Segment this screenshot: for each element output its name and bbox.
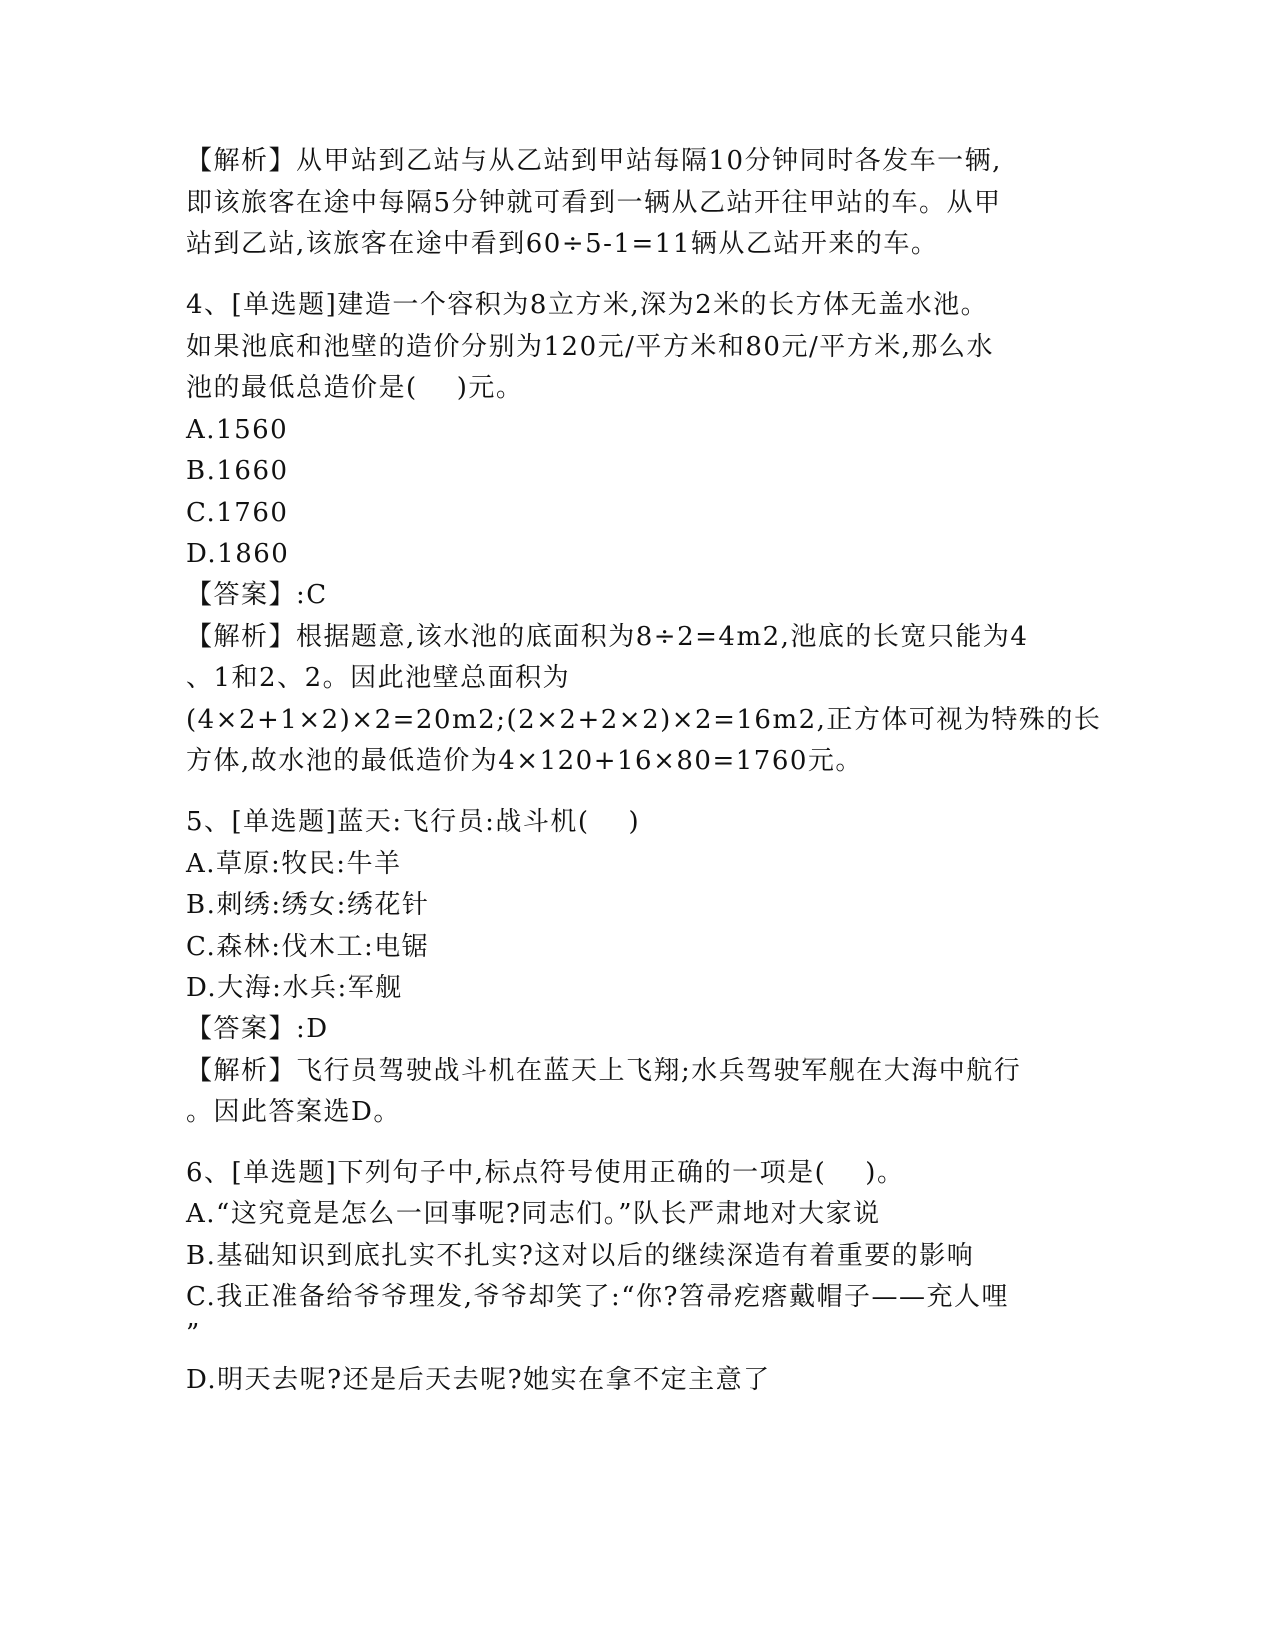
analysis-q3-line-1: 【解析】从甲站到乙站与从乙站到甲站每隔10分钟同时各发车一辆, — [186, 146, 1002, 176]
question-6-option-a: A.“这究竟是怎么一回事呢?同志们。”队长严肃地对大家说 — [186, 1199, 881, 1229]
analysis-q3-line-2: 即该旅客在途中每隔5分钟就可看到一辆从乙站开往甲站的车。从甲 — [186, 188, 1002, 218]
question-5-answer: 【答案】:D — [186, 1014, 329, 1044]
question-4-option-d: D.1860 — [186, 539, 290, 569]
question-5-option-b: B.刺绣:绣女:绣花针 — [186, 890, 430, 920]
question-4-stem-line-2: 如果池底和池壁的造价分别为120元/平方米和80元/平方米,那么水 — [186, 332, 994, 362]
question-5-stem: 5、[单选题]蓝天:飞行员:战斗机( ) — [186, 807, 641, 837]
question-5-option-d: D.大海:水兵:军舰 — [186, 973, 403, 1003]
question-4-option-b: B.1660 — [186, 456, 289, 486]
question-5-option-c: C.森林:伐木工:电锯 — [186, 932, 430, 962]
question-5-option-a: A.草原:牧民:牛羊 — [186, 849, 402, 879]
question-6-option-d: D.明天去呢?还是后天去呢?她实在拿不定主意了 — [186, 1365, 771, 1395]
question-4-analysis-line-2: 、1和2、2。因此池壁总面积为 — [186, 663, 571, 693]
question-4-analysis-line-4: 方体,故水池的最低造价为4×120+16×80=1760元。 — [186, 746, 863, 776]
question-4-stem-line-1: 4、[单选题]建造一个容积为8立方米,深为2米的长方体无盖水池。 — [186, 290, 989, 320]
question-5-analysis-line-1: 【解析】飞行员驾驶战斗机在蓝天上飞翔;水兵驾驶军舰在大海中航行 — [186, 1056, 1022, 1086]
question-5-analysis-line-2: 。因此答案选D。 — [186, 1097, 401, 1127]
question-4-answer: 【答案】:C — [186, 580, 328, 610]
analysis-q3-line-3: 站到乙站,该旅客在途中看到60÷5-1=11辆从乙站开来的车。 — [186, 229, 939, 259]
question-6-option-c-line-1: C.我正准备给爷爷理发,爷爷却笑了:“你?笤帚疙瘩戴帽子——充人哩 — [186, 1282, 1009, 1312]
question-6-stem: 6、[单选题]下列句子中,标点符号使用正确的一项是( )。 — [186, 1158, 905, 1188]
question-4-option-c: C.1760 — [186, 498, 289, 528]
question-6-option-b: B.基础知识到底扎实不扎实?这对以后的继续深造有着重要的影响 — [186, 1241, 975, 1271]
question-4-analysis-line-1: 【解析】根据题意,该水池的底面积为8÷2=4m2,池底的长宽只能为4 — [186, 622, 1029, 652]
question-4-analysis-line-3: (4×2+1×2)×2=20m2;(2×2+2×2)×2=16m2,正方体可视为特殊的长 — [186, 705, 1102, 735]
question-6-option-c-line-2: ” — [186, 1319, 201, 1349]
question-4-stem-line-3: 池的最低总造价是( )元。 — [186, 373, 524, 403]
question-4-option-a: A.1560 — [186, 415, 289, 445]
